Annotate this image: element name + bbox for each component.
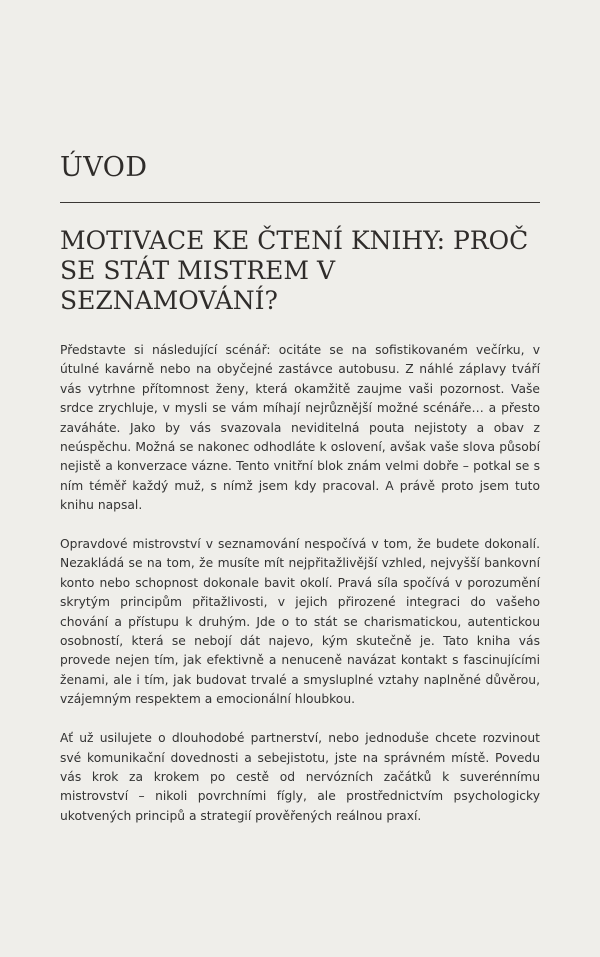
body-text xyxy=(60,341,540,846)
paragraph: Představte si následující scénář: ocitáte se na sofistikovaném večírku, v útulné kavárně nebo na obyčejné zastávce autobusu. Z náhlé záplavy tváří vás vytrhne přítomnost ženy, která okamžitě zaujme vaši pozornost. Vaše srdce zrychluje, v mysli se vám míhají nejrůznější možné scénáře… a přesto zaváháte. Jako by vás svazovala neviditelná pouta nejistoty a obav z neúspěchu. Možná se nakonec odhodláte k oslovení, avšak vaše slova působí nejistě a konverzace vázne. Tento vnitřní blok znám velmi dobře – potkal se s ním téměř každý muž, s nímž jsem kdy pracoval. A právě proto jsem tuto knihu napsal. xyxy=(60,343,540,513)
paragraph: Opravdové mistrovství v seznamování nespočívá v tom, že budete dokonalí. Nezakládá se na tom, že musíte mít nejpřitažlivější vzhled, nejvyšší bankovní konto nebo schopnost dokonale bavit okolí. Pravá síla spočívá v porozumění skrytým principům přitažlivosti, v jejich přirozené integraci do vašeho chování a přístupu k druhým. Jde o to stát se charismatickou, autentickou osobností, která se nebojí dát najevo, kým skutečně je. Tato kniha vás provede nejen tím, jak efektivně a nenuceně navázat kontakt s fascinujícími ženami, ale i tím, jak budovat trvalé a smysluplné vztahy naplněné důvěrou, vzájemným respektem a emocionální hloubkou. xyxy=(60,537,540,707)
divider xyxy=(60,202,540,203)
paragraph: Ať už usilujete o dlouhodobé partnerství, nebo jednoduše chcete rozvinout své komunikační dovednosti a sebejistotu, jste na správném místě. Povedu vás krok za krokem po cestě od nervózních začátků k suverénnímu mistrovství – nikoli povrchními fígly, ale prostřednictvím psychologicky ukotvených principů a strategií prověřených reálnou praxí. xyxy=(60,731,540,823)
section-label: ÚVOD xyxy=(60,152,148,183)
chapter-title: MOTIVACE KE ČTENÍ KNIHY: PROČ SE STÁT MISTREM V SEZNAMOVÁNÍ? xyxy=(60,226,529,315)
